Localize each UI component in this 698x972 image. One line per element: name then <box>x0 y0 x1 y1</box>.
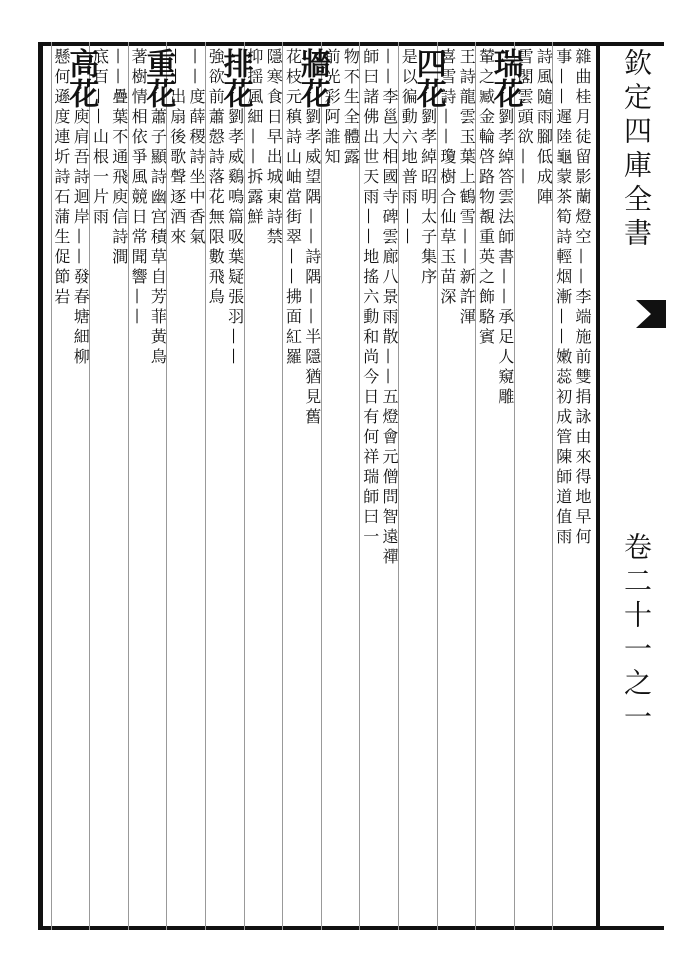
text-column <box>534 48 553 208</box>
column-text: 師曰諸佛出世天雨——地搖六動和尚今日有何祥瑞師曰一 <box>360 48 380 548</box>
column-text: 花枝元稹詩山岫當街翠——拂面紅羅 <box>283 48 303 368</box>
column-text: 劉孝威鷄鳴篇吸葉疑張羽—— <box>225 108 245 368</box>
column-text: 劉孝綽昭明太子集序 <box>418 108 438 288</box>
text-column <box>380 48 399 568</box>
text-column <box>573 48 592 548</box>
column-text: 王詩龍雲玉葉上鶴雪——新許渾 <box>457 48 477 328</box>
headword: 瑞花 <box>487 48 523 108</box>
column-text: ——疊葉不通飛庾信詩澗 <box>109 48 129 268</box>
column-text: 強欲前蕭慤詩落花無限數飛鳥 <box>206 48 226 308</box>
headword: 重花 <box>140 48 176 108</box>
column-rule <box>51 42 52 930</box>
column-rule <box>359 42 360 930</box>
text-column <box>187 48 206 248</box>
text-column <box>264 48 283 248</box>
column-text: 庾肩吾詩迴岸——發春塘細柳 <box>71 108 91 368</box>
column-text: 雜曲桂月徒留影蘭燈空——李端施前雙捐詠由來得地早何 <box>572 48 592 548</box>
headword: 高花 <box>63 48 99 108</box>
text-column <box>140 48 176 368</box>
text-column <box>52 48 71 308</box>
column-text: 喜雪詩——瓊樹合仙草玉苗深 <box>437 48 457 308</box>
column-text: 詩風隨雨腳低成陣 <box>534 48 554 208</box>
column-text: 著樹情相依爭風競日常聞響—— <box>129 48 149 328</box>
text-column <box>360 48 379 548</box>
column-text: 是以徧動六地普雨—— <box>399 48 419 248</box>
column-text: ——出扇後歌聲逐酒來 <box>167 48 187 248</box>
text-column <box>487 48 523 408</box>
headword: 四花 <box>410 48 446 108</box>
text-column <box>410 48 446 288</box>
column-text: 底百——山根一片雨 <box>90 48 110 228</box>
column-text: 輦之臧金輪啓路物覩重英之飾駱賓 <box>476 48 496 348</box>
juan-label: 卷二十一之一 <box>620 531 653 736</box>
text-column <box>283 48 302 368</box>
page-header <box>604 48 656 908</box>
column-text: 事——遲陸龜蒙茶筍詩輕烟漸——嫩蕊初成管陳師道值雨 <box>553 48 573 548</box>
column-text: 雪閣雲頭欲—— <box>515 48 535 188</box>
header-divider <box>596 42 600 930</box>
text-column <box>110 48 129 268</box>
text-column <box>341 48 360 168</box>
text-column <box>399 48 418 248</box>
text-column <box>553 48 572 548</box>
text-column <box>206 48 225 308</box>
column-text: 隱寒食日早出城東詩禁 <box>264 48 284 248</box>
column-text: 蕭子顯詩幽宫積草自芳菲黃鳥 <box>148 108 168 368</box>
text-column <box>217 48 253 368</box>
column-text: ——度薛稷詩坐中香氣 <box>186 48 206 248</box>
header-title: 欽定四庫全書 <box>620 48 653 252</box>
column-text: 劉孝綽答雲法師書——承足人窺雕 <box>495 108 515 408</box>
headword: 牆花 <box>294 48 330 108</box>
text-column <box>63 48 99 368</box>
text-column <box>457 48 476 328</box>
column-text: 抑揺風細——拆露鮮 <box>244 48 264 228</box>
headword: 排花 <box>217 48 253 108</box>
text-column <box>476 48 495 348</box>
column-text: 前光彩阿誰知 <box>322 48 342 168</box>
text-column <box>129 48 148 328</box>
text-column <box>294 48 330 428</box>
fishtail-mark <box>636 300 666 328</box>
column-text: 劉孝威望隅——詩隅——半隱猶見舊 <box>302 108 322 428</box>
column-text: 物不生全體露 <box>341 48 361 168</box>
column-text: 懸何遜度連圻詩石蒲生促節岩 <box>51 48 71 308</box>
column-text: ——李邕大相國寺碑雲廊八景雨散——五燈會元僧問智遠禪 <box>379 48 399 568</box>
